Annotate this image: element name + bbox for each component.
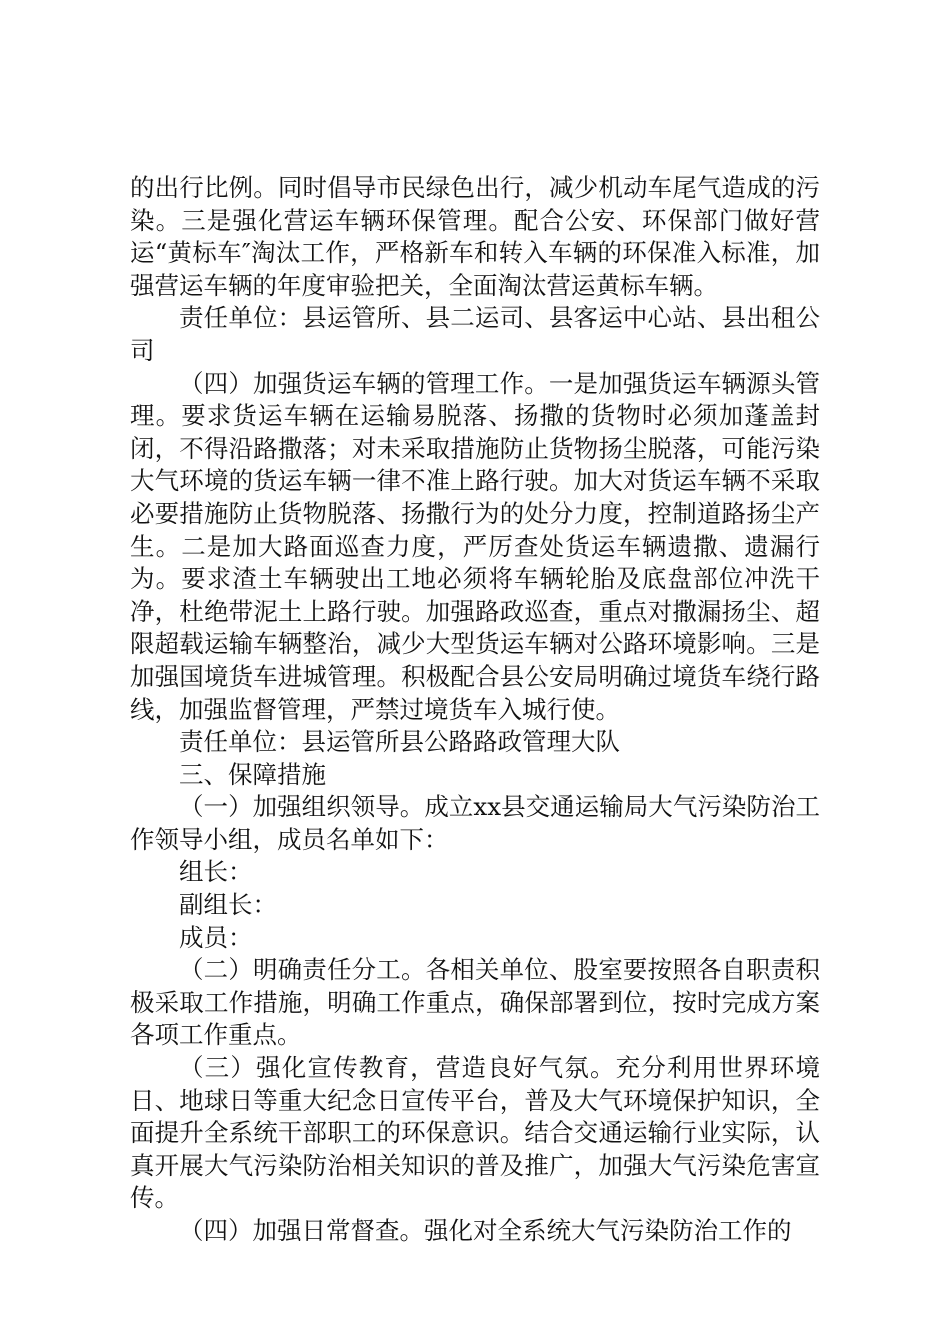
paragraph-3: （四）加强货运车辆的管理工作。一是加强货运车辆源头管理。要求货运车辆在运输易脱落、扬撒的货物时必须加蓬盖封闭，不得沿路撒落；对未采取措施防止货物扬尘脱落，可能污染大气环境的货运车辆一律不准上路行驶。加大对货运车辆不采取必要措施防止货物脱落、扬撒行为的处分力度，控制道路扬尘产生。二是加大路面巡查力度，严厉查处货运车辆遗撒、遗漏行为。要求渣土车辆驶出工地必须将车辆轮胎及底盘部位冲洗干净，杜绝带泥土上路行驶。加强路政巡查，重点对撒漏扬尘、超限超载运输车辆整治，减少大型货运车辆对公路环境影响。三是加强国境货车进城管理。积极配合县公安局明确过境货车绕行路线，加强监督管理，严禁过境货车入城行使。: [130, 368, 820, 724]
paragraph-1: 的出行比例。同时倡导市民绿色出行，减少机动车尾气造成的污染。三是强化营运车辆环保管理。配合公安、环保部门做好营运“黄标车″淘汰工作，严格新车和转入车辆的环保准入标准，加强营运车辆的年度审验把关，全面淘汰营运黄标车辆。: [130, 173, 820, 300]
paragraph-12: （四）加强日常督查。强化对全系统大气污染防治工作的: [179, 1216, 792, 1245]
paragraph-9: 成员：: [179, 922, 253, 952]
paragraph-10: （二）明确责任分工。各相关单位、股室要按照各自职责积极采取工作措施，明确工作重点，确保部署到位，按时完成方案各项工作重点。: [130, 955, 820, 1050]
paragraph-8: 副组长：: [179, 890, 277, 920]
paragraph-6: （一）加强组织领导。成立xx县交通运输局大气污染防治工作领导小组，成员名单如下：: [130, 792, 820, 854]
document-body: [130, 172, 820, 1248]
paragraph-7: 组长：: [179, 857, 253, 887]
paragraph-4: 责任单位：县运管所县公路路政管理大队: [179, 727, 620, 757]
section-heading: 三、保障措施: [179, 759, 326, 789]
paragraph-11: （三）强化宣传教育，营造良好气氛。充分利用世界环境日、地球日等重大纪念日宣传平台，普及大气环境保护知识，全面提升全系统干部职工的环保意识。结合交通运输行业实际，认真开展大气污染防治相关知识的普及推广，加强大气污染危害宣传。: [130, 1053, 820, 1213]
paragraph-2: 责任单位：县运管所、县二运司、县客运中心站、县出租公司: [130, 303, 820, 365]
